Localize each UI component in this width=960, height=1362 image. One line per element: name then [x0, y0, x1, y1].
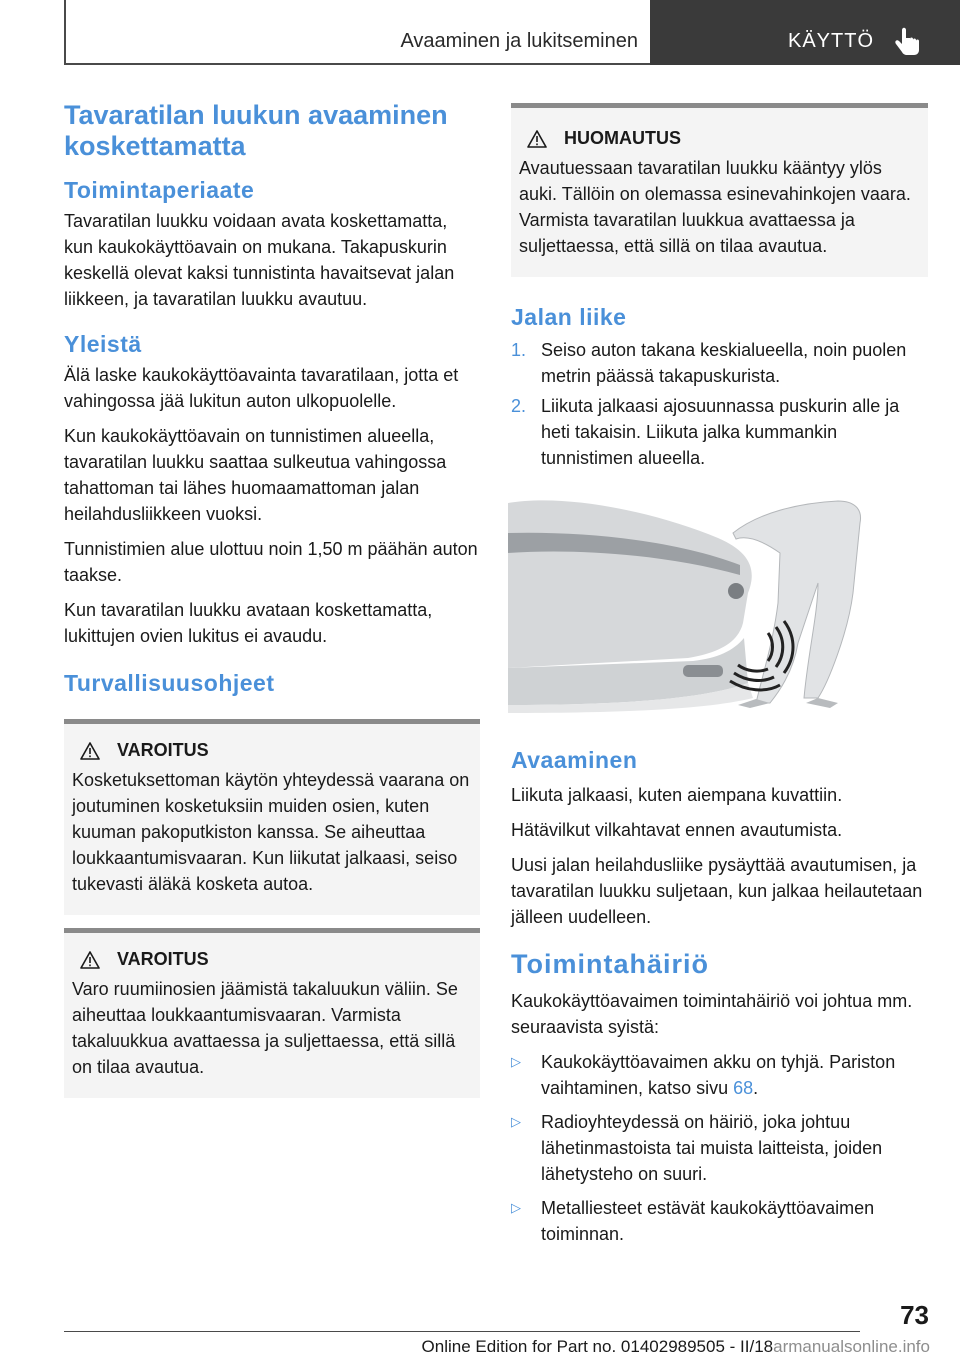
right-column: [511, 103, 928, 1255]
header-chapter-label: KÄYTTÖ: [787, 30, 874, 52]
bullet-text: Metalliesteet estävät kaukokäyttöavaimen toiminnan.: [541, 1198, 875, 1244]
malfunction-heading: Toimintahäiriö: [511, 949, 710, 979]
warning-triangle-icon: [80, 742, 100, 760]
footer-edition-text: Online Edition for Part no. 01402989505 - II/18: [421, 1337, 774, 1356]
step-list: [511, 337, 928, 471]
pointing-hand-icon: [894, 26, 922, 56]
malfunction-intro: Kaukokäyttöavaimen toimintahäiriö voi johtua mm. seuraavista syistä:: [511, 991, 913, 1037]
list-item: [511, 1109, 928, 1187]
warning-text: Kosketuksettoman käytön yhteydessä vaarana on joutuminen kosketuksiin muiden osien, kuten kuuman pakoputkiston kanssa. Se aiheuttaa loukkaantumisvaaran. Kun liikutat jalkaasi, seiso tukevasti äläkä kosketa autoa.: [72, 770, 470, 894]
general-paragraph: Kun tavaratilan luukku avataan koskettamatta, lukittujen ovien lukitus ei avaudu.: [64, 600, 433, 646]
page-link[interactable]: 68: [733, 1078, 754, 1098]
step-text: Seiso auton takana keskialueella, noin puolen metrin päässä takapuskurista.: [541, 340, 907, 386]
warning-triangle-icon: [80, 951, 100, 969]
opening-paragraph: Liikuta jalkaasi, kuten aiempana kuvattiin.: [511, 785, 843, 805]
notice-header: [519, 128, 921, 149]
safety-heading: Turvallisuusohjeet: [64, 670, 275, 696]
header-chapter-tab[interactable]: [650, 0, 960, 65]
general-paragraph: Tunnistimien alue ulottuu noin 1,50 m päähän auton taakse.: [64, 539, 478, 585]
footer-watermark: armanualsonline.info: [773, 1337, 930, 1356]
notice-box: [511, 103, 928, 277]
general-heading: Yleistä: [64, 331, 142, 357]
warning-header: [72, 949, 473, 970]
principle-heading: Toimintaperiaate: [64, 177, 255, 203]
opening-heading: Avaaminen: [511, 747, 638, 773]
general-paragraph: Kun kaukokäyttöavain on tunnistimen alueella, tavaratilan luukku saattaa sulkeutua vahingossa tahattoman tai lähes huomaamattoman jalan heilahdusliikkeen vuoksi.: [64, 426, 447, 524]
principle-text: Tavaratilan luukku voidaan avata koskettamatta, kun kaukokäyttöavain on mukana. Takapuskurin keskellä olevat kaksi tunnistinta havaitsevat jalan liikkeen, ja tavaratilan luukku avautuu.: [64, 211, 455, 309]
left-column: [64, 100, 480, 1098]
bullet-text-end: .: [753, 1078, 759, 1098]
bullet-triangle-icon: ▷: [511, 1054, 521, 1069]
header-bottom-rule: [64, 63, 650, 65]
warning-label: VAROITUS: [117, 949, 209, 969]
step-number: 1.: [511, 340, 527, 360]
page-title: Tavaratilan luukun avaaminen koskettamatta: [64, 100, 448, 161]
bullet-text-body: Kaukokäyttöavaimen akku on tyhjä. Pariston vaihtaminen, katso sivu: [541, 1052, 896, 1098]
warning-text: Varo ruumiinosien jäämistä takaluukun väliin. Se aiheuttaa loukkaantumisvaaran. Varmista takaluukkua avattaessa ja suljettaessa, että sillä on tilaa avautua.: [72, 979, 458, 1077]
list-item: [511, 1049, 928, 1101]
bullet-text: [541, 1049, 928, 1101]
header-section-title: Avaaminen ja lukitseminen: [400, 30, 638, 52]
warning-box: [64, 719, 480, 915]
warning-triangle-icon: [527, 130, 547, 148]
list-item: [511, 1195, 928, 1247]
notice-text: Avautuessaan tavaratilan luukku kääntyy ylös auki. Tällöin on olemassa esinevahinkojen vaara. Varmista tavaratilan luukkua avattaessa ja suljettaessa, että sillä on tilaa avautua.: [519, 158, 911, 256]
opening-paragraph: Hätävilkut vilkahtavat ennen avautumista.: [511, 820, 843, 840]
car-rear-illustration: [508, 493, 925, 713]
warning-header: [72, 740, 473, 761]
page-number: 73: [900, 1300, 929, 1330]
warning-label: VAROITUS: [117, 740, 209, 760]
list-item: [511, 393, 928, 471]
foot-movement-heading: Jalan liike: [511, 304, 627, 330]
warning-box: [64, 928, 480, 1098]
bullet-text: Radioyhteydessä on häiriö, joka johtuu lähetinmastoista tai muista laitteista, joiden lähetysteho on suuri.: [541, 1112, 883, 1184]
bullet-triangle-icon: ▷: [511, 1114, 521, 1129]
opening-paragraph: Uusi jalan heilahdusliike pysäyttää avautumisen, ja tavaratilan luukku suljetaan, kun jalkaa heilautetaan jälleen uudelleen.: [511, 855, 923, 927]
malfunction-list: [511, 1049, 928, 1247]
bullet-triangle-icon: ▷: [511, 1200, 521, 1215]
general-paragraph: Älä laske kaukokäyttöavainta tavaratilaan, jotta et vahingossa jää lukitun auton ulkopuolelle.: [64, 365, 459, 411]
notice-label: HUOMAUTUS: [564, 128, 681, 148]
step-number: 2.: [511, 396, 527, 416]
list-item: [511, 337, 928, 389]
step-text: Liikuta jalkaasi ajosuunnassa puskurin alle ja heti takaisin. Liikuta jalka kummankin tunnistimen alueella.: [541, 396, 900, 468]
header-left-rule: [64, 0, 66, 64]
footer-rule: [64, 1331, 860, 1332]
footer-edition: [422, 1337, 930, 1357]
